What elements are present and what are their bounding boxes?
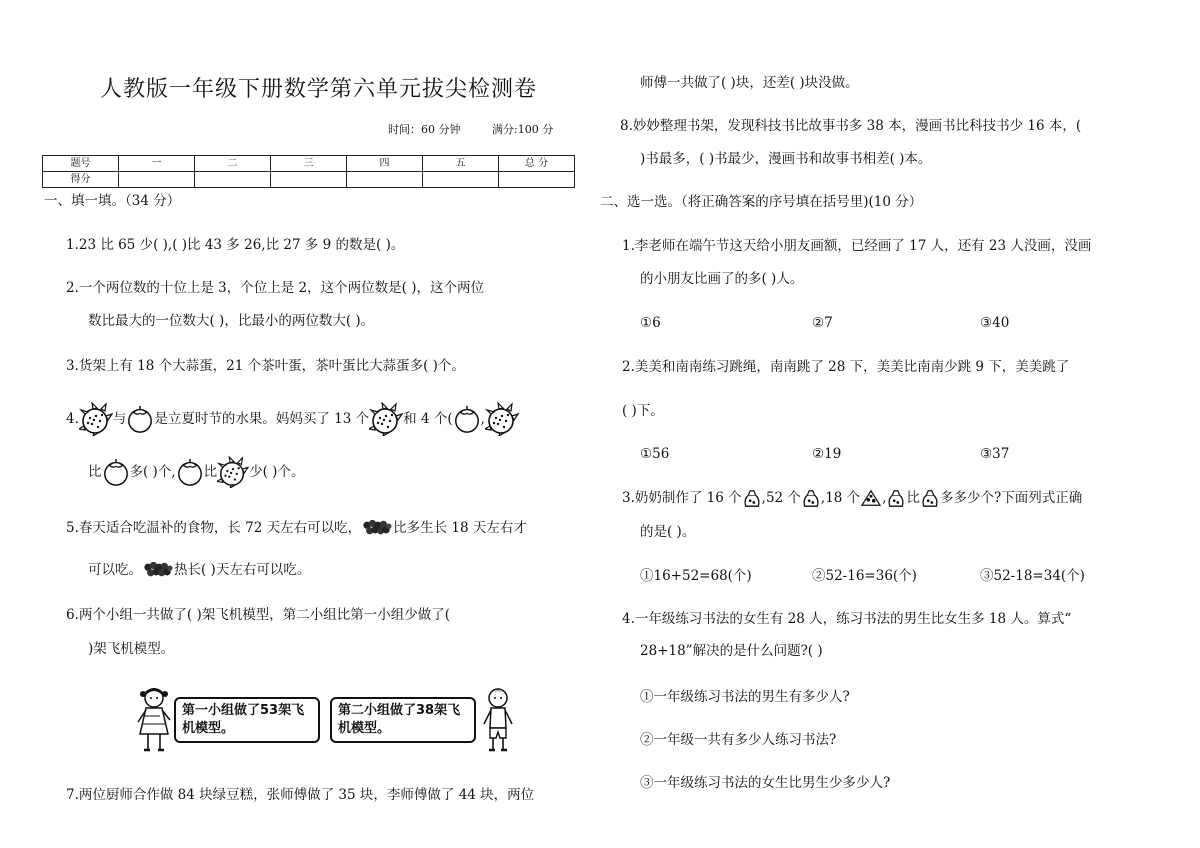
mangosteen-icon [453,405,481,433]
score-input-cell[interactable] [119,172,195,188]
question-1-4-line1 [66,402,519,436]
option: ③一年级练习书法的女生比男生少多少人? [640,775,891,791]
table-row [43,156,575,172]
question-1-6-line1: 6.两个小组一共做了( )架飞机模型，第二小组比第一小组少做了( [66,607,450,623]
text: 3.奶奶制作了 16 个 [622,490,742,506]
grapes-icon [361,518,393,538]
section1-heading: 一、填一填。（34 分） [44,193,181,209]
option: ②52-16=36(个) [812,568,917,584]
option: ①56 [640,446,670,462]
question-1-5-line2 [88,560,310,580]
question-1-8-line2: )书最多，( )书最少，漫画书和故事书相差( )本。 [640,151,932,167]
mangosteen-icon [176,458,204,486]
section2-heading: 二、选一选。（将正确答案的序号填在括号里)(10 分） [600,194,923,210]
speech-bubble-group1: 第一小组做了53架飞机模型。 [174,697,320,743]
question-2-4-line1: 4.一年级练习书法的女生有 28 人，练习书法的男生比女生多 18 人。算式“ [622,611,1072,627]
speech-bubble-group2: 第二小组做了38架飞机模型。 [330,697,476,743]
question-1-2-line2: 数比最大的一位数大( )，比最小的两位数大( )。 [88,313,375,329]
score-input-cell[interactable] [423,172,499,188]
question-1-8-line1: 8.妙妙整理书架，发现科技书比故事书多 38 本，漫画书比科技书少 16 本，( [620,118,1082,134]
full-score: 满分:100 分 [492,123,554,136]
text: 可以吃。 [88,562,142,578]
dragonfruit-icon [485,402,519,436]
table-cell: 二 [195,156,271,172]
question-1-2-line1: 2.一个两位数的十位上是 3，个位上是 2，这个两位数是( )，这个两位 [66,280,484,296]
question-1-1: 1.23 比 65 少( ),( )比 43 多 26,比 27 多 9 的数是( )。 [66,237,405,253]
option: ③37 [980,446,1010,462]
option: ②7 [812,315,833,331]
question-2-3-line1 [622,488,1082,508]
question-2-1-line1: 1.李老师在端午节这天给小朋友画额，已经画了 17 人，还有 23 人没画，没画 [622,238,1092,254]
text: , [480,411,485,427]
table-cell: 一 [119,156,195,172]
text: 少( )个。 [249,464,305,480]
exam-time: 时间：60 分钟 [388,123,461,136]
text: 多( )个, [129,464,176,480]
question-2-3-line2: 的是( )。 [640,524,696,540]
question-1-4-line2 [88,456,304,488]
option: ①一年级练习书法的男生有多少人? [640,689,850,705]
text: 和 4 个( [403,411,453,427]
question-1-5-line1 [66,518,527,538]
text: , [882,490,887,506]
text: ,18 个 [820,490,861,506]
sachet-icon [920,488,940,508]
question-1-6-line2: )架飞机模型。 [88,641,175,657]
sachet-icon [742,488,762,508]
question-2-2-line1: 2.美美和南南练习跳绳，南南跳了 28 下，美美比南南少跳 9 下，美美跳了 [622,359,1070,375]
dragonfruit-icon [369,402,403,436]
option: ③52-18=34(个) [980,568,1085,584]
q-number: 4. [66,411,79,427]
text: 比 [203,464,218,480]
dragonfruit-icon [217,456,249,488]
option: ②19 [812,446,842,462]
table-cell: 三 [271,156,347,172]
score-table [42,155,575,188]
text: 比 [88,464,102,480]
score-input-cell[interactable] [195,172,271,188]
table-row [43,172,575,188]
text: 热长( )天左右可以吃。 [174,562,311,578]
question-1-7-line1: 7.两位厨师合作做 84 块绿豆糕，张师傅做了 35 块，李师傅做了 44 块，两位 [66,787,535,803]
question-2-4-line2: 28+18”解决的是什么问题?( ) [640,643,823,659]
text: 比多生长 18 天左右才 [393,520,527,536]
text: 是立夏时节的水果。妈妈买了 13 个 [154,411,370,427]
option: ①6 [640,315,661,331]
sachet-icon [886,488,906,508]
table-cell: 得分 [43,172,119,188]
mangosteen-icon [102,458,130,486]
text: ,52 个 [761,490,801,506]
question-2-2-line2: ( )下。 [622,403,664,419]
table-cell: 总 分 [499,156,575,172]
sachet-icon [801,488,821,508]
question-1-7-line2: 师傅一共做了( )块，还差( )块没做。 [640,75,859,91]
score-input-cell[interactable] [347,172,423,188]
score-input-cell[interactable] [271,172,347,188]
zongzi-icon [860,489,882,507]
text: 多多少个?下面列式正确 [939,490,1083,506]
table-cell: 五 [423,156,499,172]
text: 比 [906,490,920,506]
girl-icon [134,686,174,756]
option: ③40 [980,315,1010,331]
question-1-3: 3.货架上有 18 个大蒜蛋，21 个茶叶蛋，茶叶蛋比大蒜蛋多( )个。 [66,358,465,374]
table-cell: 四 [347,156,423,172]
grapes-icon [142,560,174,580]
text: 5.春天适合吃温补的食物，长 72 天左右可以吃， [66,520,362,536]
mangosteen-icon [126,405,154,433]
table-cell: 题号 [43,156,119,172]
boy-icon [478,686,518,756]
score-input-cell[interactable] [499,172,575,188]
dragonfruit-icon [79,402,113,436]
option: ①16+52=68(个) [640,568,752,584]
option: ②一年级一共有多少人练习书法? [640,732,837,748]
page-title: 人教版一年级下册数学第六单元拔尖检测卷 [100,77,538,102]
text: 与 [112,411,127,427]
question-2-1-line2: 的小朋友比画了的多( )人。 [640,271,804,287]
